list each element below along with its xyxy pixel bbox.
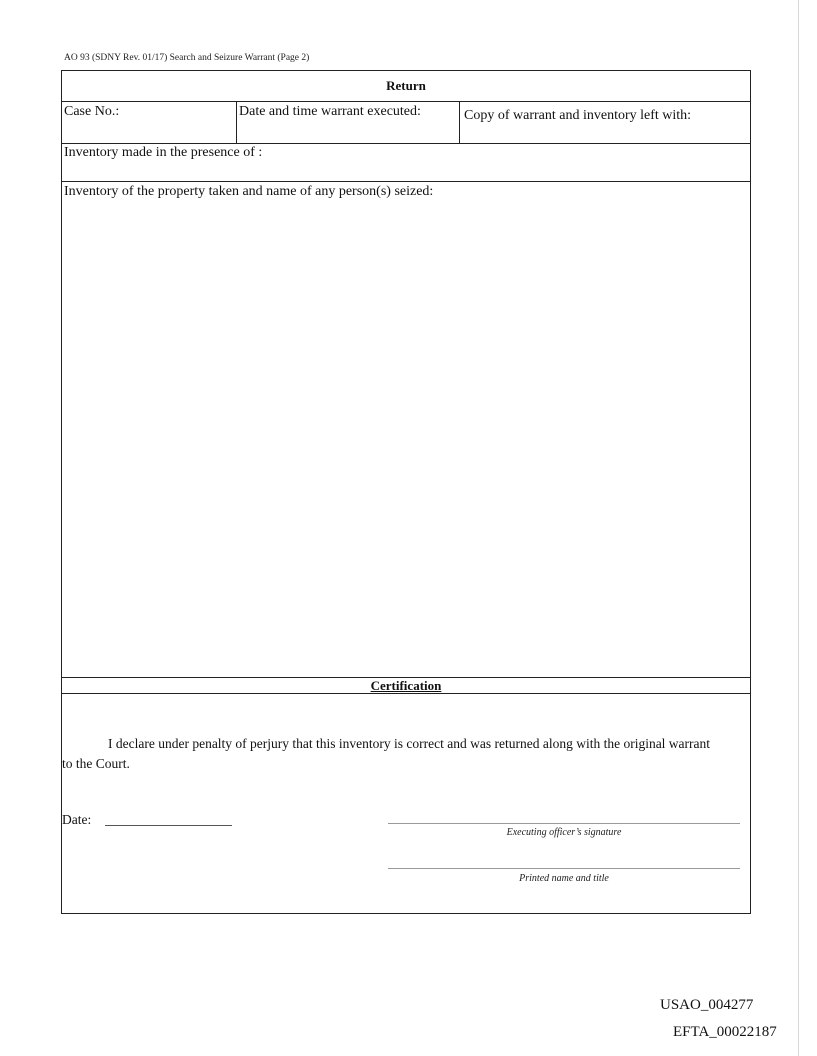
certification-header-row (62, 677, 750, 694)
date-time-executed-field[interactable] (237, 101, 460, 143)
date-time-executed-label: Date and time warrant executed: (239, 104, 421, 119)
inventory-label: Inventory of the property taken and name of any person(s) seized: (64, 184, 434, 199)
date-input-line[interactable] (105, 825, 232, 826)
usao-bates-number: USAO_004277 (660, 997, 754, 1013)
certification-title: Certification (370, 678, 442, 693)
declaration-line-2: to the Court. (62, 756, 130, 771)
page-edge-line (798, 0, 799, 1056)
case-no-label: Case No.: (64, 104, 120, 119)
printed-name-caption: Printed name and title (519, 873, 609, 884)
presence-field[interactable] (62, 143, 750, 182)
signature-caption: Executing officer’s signature (506, 827, 622, 838)
signature-line[interactable] (388, 823, 740, 824)
presence-label: Inventory made in the presence of : (64, 145, 263, 160)
case-info-row (62, 101, 750, 144)
warrant-return-form (61, 70, 751, 914)
inventory-field[interactable] (62, 181, 750, 679)
form-identifier: AO 93 (SDNY Rev. 01/17) Search and Seizure Warrant (Page 2) (64, 53, 310, 63)
printed-name-line[interactable] (388, 868, 740, 869)
efta-bates-number: EFTA_00022187 (673, 1024, 777, 1040)
case-no-field[interactable] (62, 101, 237, 143)
return-header-row (62, 71, 750, 102)
return-title: Return (386, 78, 426, 93)
declaration-line-1: I declare under penalty of perjury that this inventory is correct and was returned along with the original warrant (108, 736, 711, 751)
copy-left-with-field[interactable] (460, 101, 750, 143)
date-label: Date: (62, 812, 92, 827)
copy-left-with-label: Copy of warrant and inventory left with: (464, 108, 692, 123)
declaration-text (62, 734, 748, 774)
